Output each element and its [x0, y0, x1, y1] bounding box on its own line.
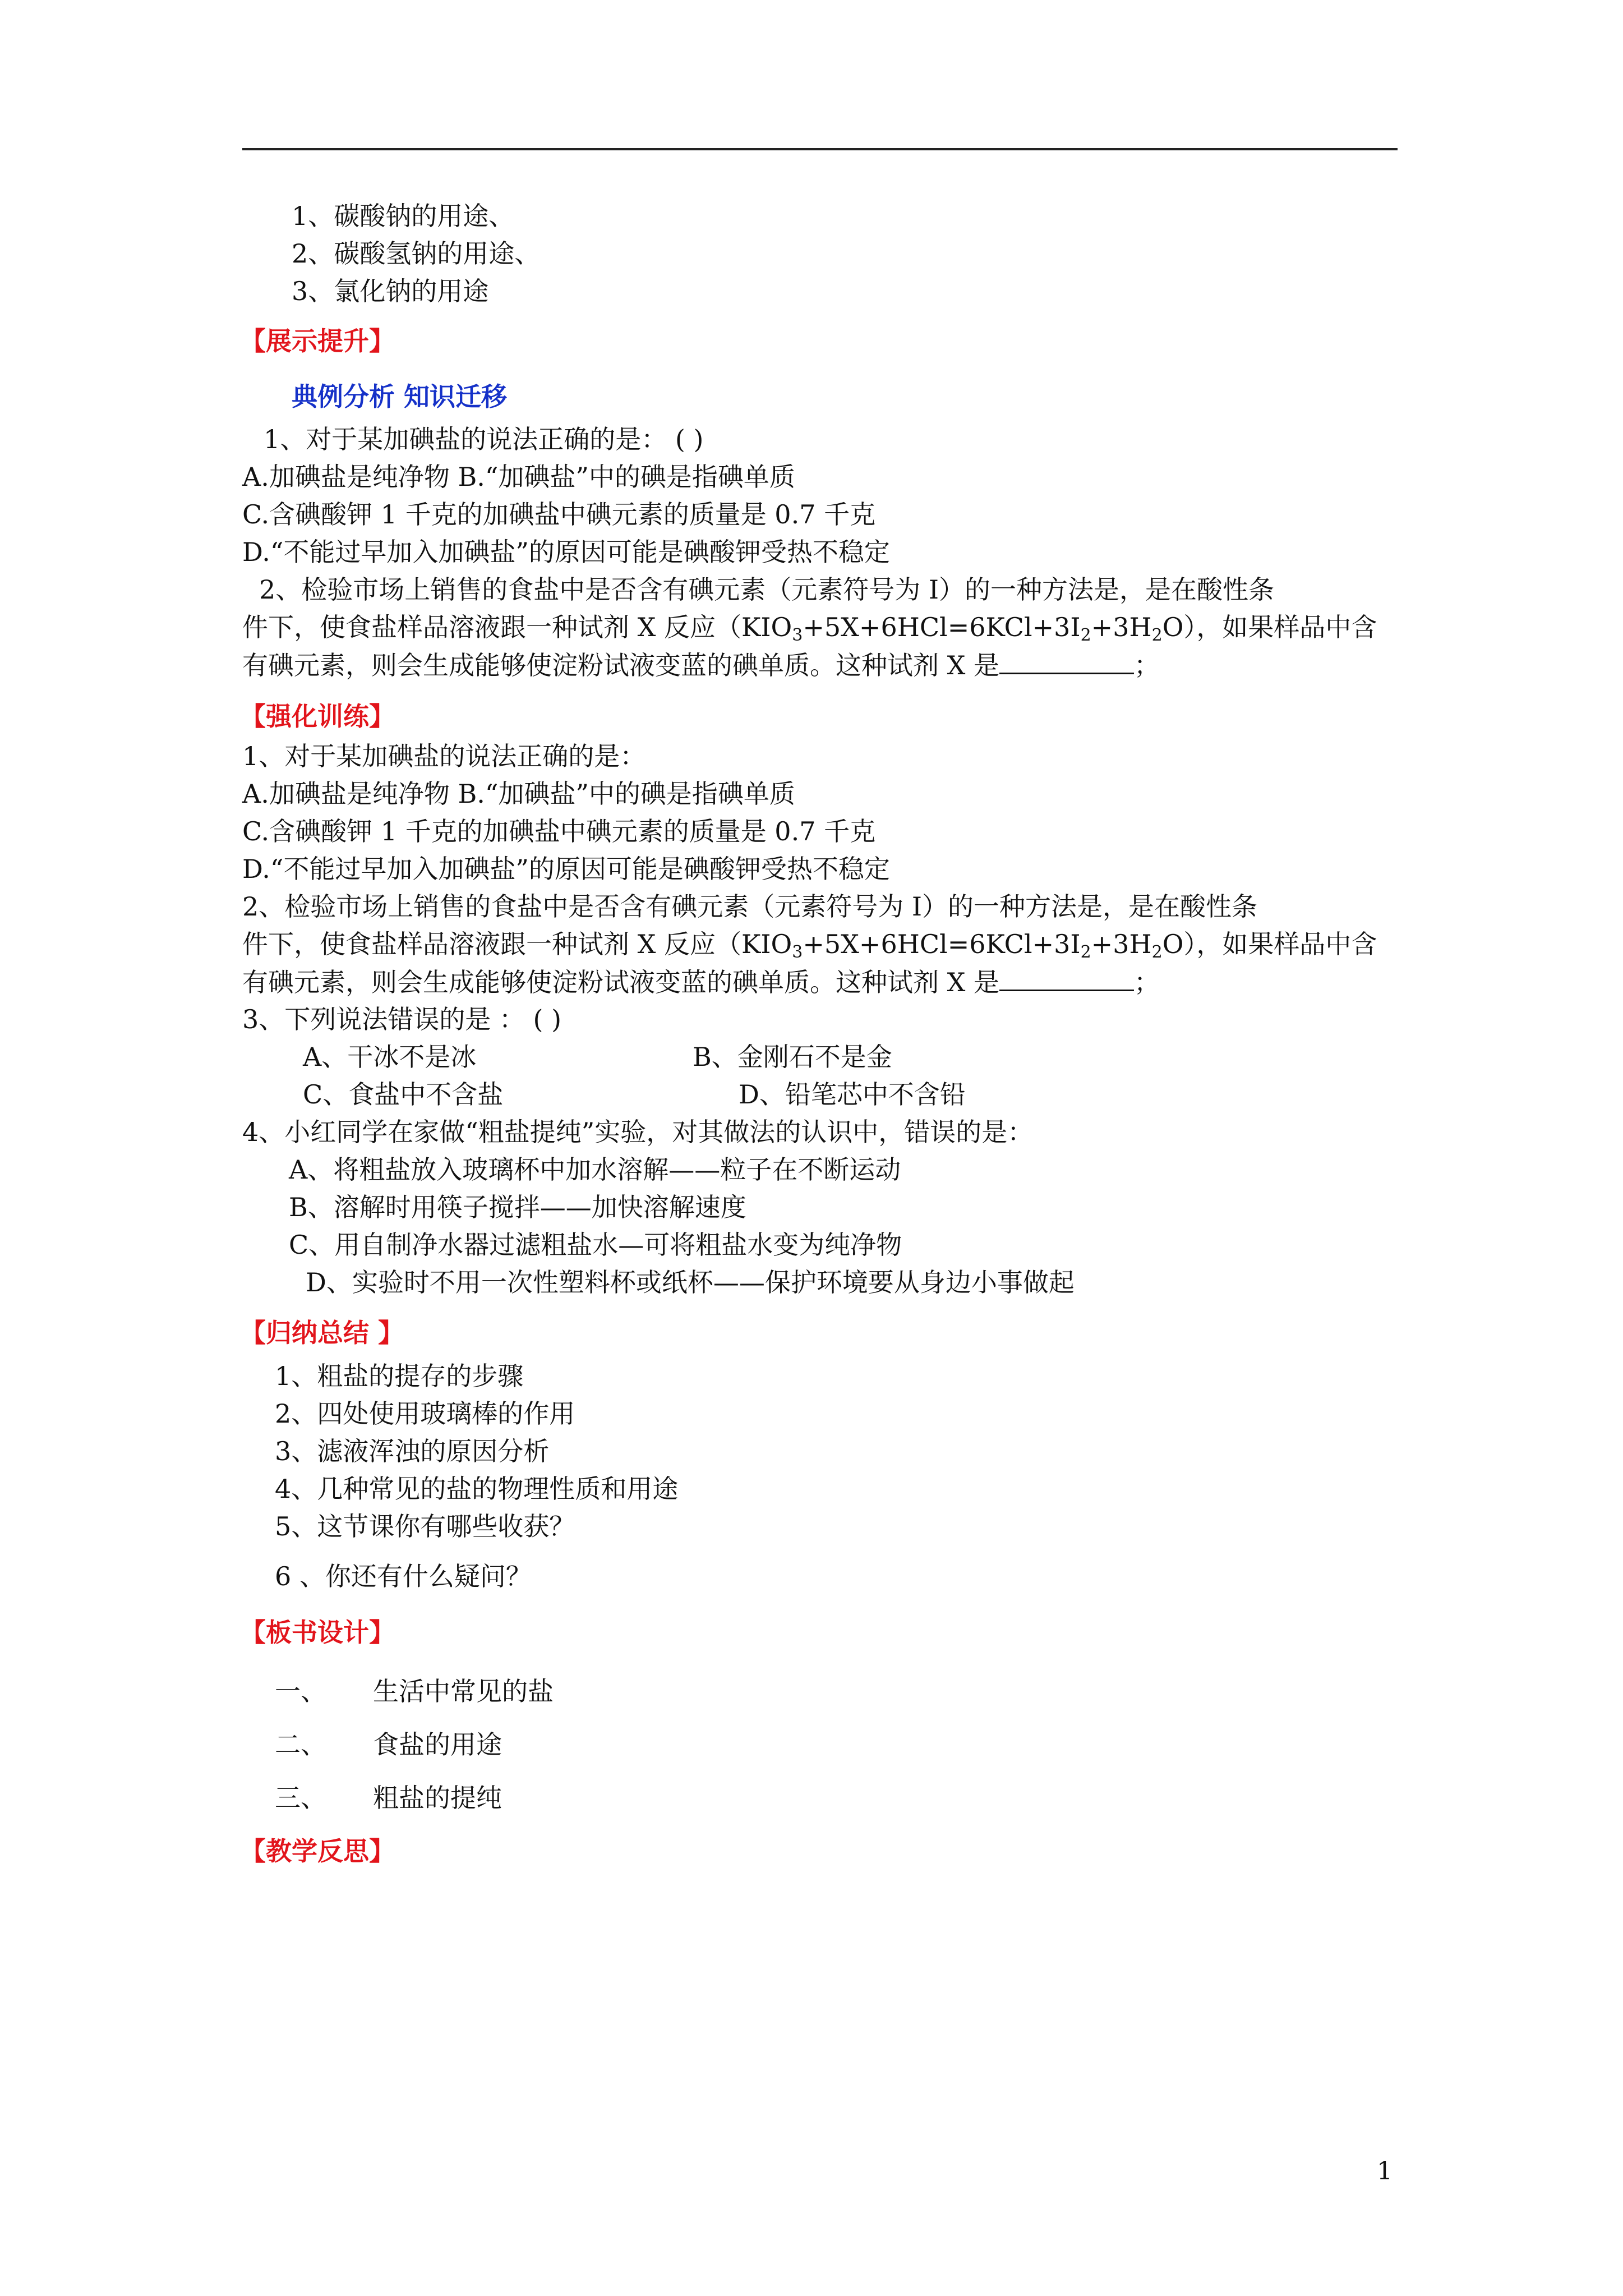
- page-number: 1: [1377, 2157, 1393, 2185]
- summary-item: 3、滤液浑浊的原因分析: [275, 1436, 550, 1466]
- section-heading-guina: 【归纳总结 】: [240, 1318, 404, 1348]
- answer-blank[interactable]: [999, 965, 1134, 991]
- q1-options-ab: A.加碘盐是纯净物 B.“加碘盐”中的碘是指碘单质: [242, 779, 795, 809]
- q2-line1: 2、检验市场上销售的食盐中是否含有碘元素（元素符号为 I）的一种方法是，是在酸性条: [242, 891, 1258, 922]
- q3-stem: 3、下列说法错误的是 ： ( ): [242, 1004, 562, 1034]
- q4-stem: 4、小红同学在家做“粗盐提纯”实验，对其做法的认识中，错误的是：: [242, 1117, 1034, 1147]
- header-rule: [242, 148, 1398, 150]
- section-heading-banshu: 【板书设计】: [240, 1617, 395, 1648]
- board-item-num: 二、: [275, 1729, 326, 1760]
- q4-option-b: B、溶解时用筷子搅拌——加快溶解速度: [289, 1192, 746, 1222]
- section-heading-zhanshi: 【展示提升】: [240, 326, 395, 356]
- q3-option-d: D、铅笔芯中不含铅: [739, 1079, 966, 1110]
- summary-item: 4、几种常见的盐的物理性质和用途: [275, 1474, 679, 1504]
- q3-option-c: C、食盐中不含盐: [303, 1079, 504, 1110]
- q4-option-c: C、用自制净水器过滤粗盐水—可将粗盐水变为纯净物: [289, 1230, 902, 1260]
- example1-options-ab: A.加碘盐是纯净物 B.“加碘盐”中的碘是指碘单质: [242, 462, 795, 492]
- q1-option-d: D.“不能过早加入加碘盐”的原因可能是碘酸钾受热不稳定: [242, 854, 890, 884]
- board-item-text: 生活中常见的盐: [373, 1676, 554, 1706]
- section-heading-fansi: 【教学反思】: [240, 1836, 395, 1866]
- board-item-text: 食盐的用途: [373, 1729, 502, 1760]
- summary-item: 6 、你还有什么疑问？: [275, 1561, 532, 1591]
- example2-line1: 2、检验市场上销售的食盐中是否含有碘元素（元素符号为 I）的一种方法是，是在酸性条: [259, 574, 1275, 605]
- q1-option-c: C.含碘酸钾 1 千克的加碘盐中碘元素的质量是 0.7 千克: [242, 816, 876, 846]
- q2-line2: 件下，使食盐样品溶液跟一种试剂 X 反应$(KIO_3+5X+6HCl=6KCl+3I_2+3H_2O)$，如果样品中含: [242, 929, 1377, 962]
- q4-option-a: A、将粗盐放入玻璃杯中加水溶解——粒子在不断运动: [289, 1154, 901, 1185]
- section-heading-qianghua: 【强化训练】: [240, 701, 395, 731]
- example1-stem: 1、对于某加碘盐的说法正确的是： ( ): [264, 424, 704, 454]
- example1-option-c: C.含碘酸钾 1 千克的加碘盐中碘元素的质量是 0.7 千克: [242, 499, 876, 530]
- example2-line3: 有碘元素，则会生成能够使淀粉试液变蓝的碘单质。这种试剂 X 是 ；: [242, 648, 1160, 682]
- summary-item: 5、这节课你有哪些收获？: [275, 1511, 575, 1542]
- q3-option-a: A、干冰不是冰: [303, 1042, 477, 1072]
- example1-option-d: D.“不能过早加入加碘盐”的原因可能是碘酸钾受热不稳定: [242, 537, 890, 567]
- intro-item: 3、氯化钠的用途: [292, 276, 489, 306]
- board-item-num: 三、: [275, 1783, 326, 1813]
- q1-stem: 1、对于某加碘盐的说法正确的是：: [242, 741, 646, 771]
- answer-blank[interactable]: [999, 648, 1134, 674]
- example2-line2: 件下，使食盐样品溶液跟一种试剂 X 反应$(KIO_3+5X+6HCl=6KCl+3I_2+3H_2O)$，如果样品中含: [242, 612, 1377, 645]
- summary-item: 2、四处使用玻璃棒的作用: [275, 1398, 575, 1429]
- q4-option-d: D、实验时不用一次性塑料杯或纸杯——保护环境要从身边小事做起: [306, 1267, 1075, 1297]
- intro-item: 2、碳酸氢钠的用途、: [292, 238, 541, 269]
- intro-item: 1、碳酸钠的用途、: [292, 201, 515, 231]
- summary-item: 1、粗盐的提存的步骤: [275, 1361, 524, 1391]
- board-item-num: 一、: [275, 1676, 326, 1706]
- subheading: 典例分析 知识迁移: [292, 381, 508, 412]
- board-item-text: 粗盐的提纯: [373, 1783, 502, 1813]
- q3-option-b: B、金刚石不是金: [693, 1042, 892, 1072]
- q2-line3: 有碘元素，则会生成能够使淀粉试液变蓝的碘单质。这种试剂 X 是 ；: [242, 965, 1160, 999]
